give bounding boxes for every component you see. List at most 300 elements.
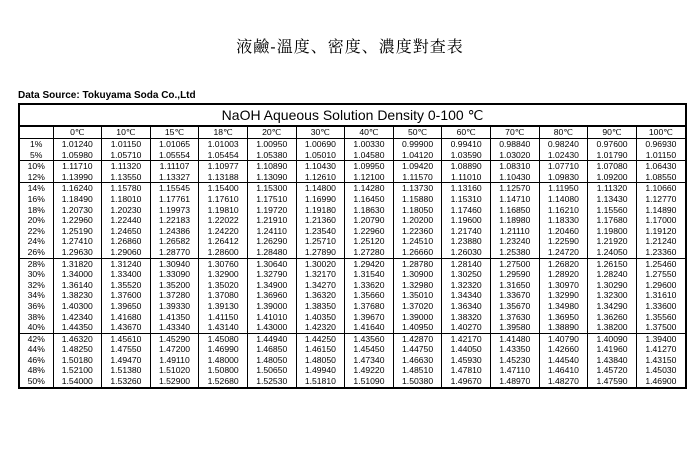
density-cell: 1.44350 <box>53 322 102 333</box>
density-cell: 1.51090 <box>345 376 394 387</box>
density-cell: 1.48050 <box>296 355 345 366</box>
density-cell: 1.13430 <box>588 194 637 205</box>
density-cell: 1.52530 <box>247 376 296 387</box>
density-cell: 1.50800 <box>199 365 248 376</box>
density-cell: 1.10430 <box>490 172 539 183</box>
density-cell: 1.53260 <box>102 376 151 387</box>
density-cell: 1.14080 <box>539 194 588 205</box>
density-cell: 1.39130 <box>199 301 248 312</box>
density-cell: 1.38350 <box>296 301 345 312</box>
density-cell: 1.22360 <box>393 226 442 237</box>
table-title: NaOH Aqueous Solution Density 0-100 ℃ <box>20 105 685 127</box>
density-cell: 1.32990 <box>539 290 588 301</box>
density-cell: 1.06430 <box>636 161 685 172</box>
density-cell: 1.05980 <box>53 150 102 161</box>
density-cell: 1.15560 <box>588 205 637 216</box>
header-temperature: 60℃ <box>442 127 491 139</box>
density-cell: 1.36260 <box>588 312 637 323</box>
density-cell: 1.23240 <box>490 236 539 247</box>
density-cell: 1.26820 <box>539 258 588 269</box>
density-cell: 1.24110 <box>247 226 296 237</box>
density-cell: 1.22183 <box>150 215 199 226</box>
density-cell: 1.49220 <box>345 365 394 376</box>
density-cell: 1.35200 <box>150 280 199 291</box>
header-temperature: 100℃ <box>636 127 685 139</box>
density-cell: 1.40790 <box>539 333 588 344</box>
density-cell: 1.51810 <box>296 376 345 387</box>
density-cell: 1.03020 <box>490 150 539 161</box>
header-temperature: 30℃ <box>296 127 345 139</box>
density-cell: 1.50380 <box>393 376 442 387</box>
density-cell: 1.29590 <box>490 269 539 280</box>
density-cell: 1.29420 <box>345 258 394 269</box>
header-temperature: 90℃ <box>588 127 637 139</box>
table-row <box>20 226 685 237</box>
density-cell: 1.17761 <box>150 194 199 205</box>
density-cell: 1.37280 <box>150 290 199 301</box>
table-body <box>20 139 685 387</box>
density-cell: 1.24720 <box>539 247 588 258</box>
density-cell: 1.27410 <box>53 236 102 247</box>
density-cell: 1.43670 <box>102 322 151 333</box>
density-cell: 0.99410 <box>442 139 491 150</box>
density-cell: 0.97600 <box>588 139 637 150</box>
density-cell: 1.45230 <box>490 355 539 366</box>
density-cell: 1.13160 <box>442 183 491 194</box>
density-cell: 1.14280 <box>345 183 394 194</box>
density-cell: 1.47340 <box>345 355 394 366</box>
density-cell: 1.09830 <box>539 172 588 183</box>
density-cell: 1.45080 <box>199 333 248 344</box>
concentration-cell: 10% <box>27 161 45 172</box>
density-cell: 1.18010 <box>102 194 151 205</box>
density-cell: 1.40300 <box>53 301 102 312</box>
density-cell: 1.13327 <box>150 172 199 183</box>
density-cell: 1.01065 <box>150 139 199 150</box>
concentration-cell: 46% <box>27 354 45 365</box>
density-cell: 1.11320 <box>102 161 151 172</box>
density-table-container <box>18 103 687 389</box>
density-cell: 1.49670 <box>442 376 491 387</box>
density-cell: 1.05710 <box>102 150 151 161</box>
density-cell: 1.46850 <box>247 344 296 355</box>
density-cell: 1.34290 <box>588 301 637 312</box>
density-cell: 1.42170 <box>442 333 491 344</box>
density-cell: 1.13550 <box>102 172 151 183</box>
density-cell: 1.33670 <box>490 290 539 301</box>
density-cell: 1.48000 <box>199 355 248 366</box>
density-cell: 1.43350 <box>490 344 539 355</box>
density-cell: 1.37080 <box>199 290 248 301</box>
density-cell: 1.26412 <box>199 236 248 247</box>
density-cell: 1.45290 <box>150 333 199 344</box>
density-cell: 1.18490 <box>53 194 102 205</box>
table-row <box>20 269 685 280</box>
density-cell: 1.19973 <box>150 205 199 216</box>
header-temperature: 70℃ <box>490 127 539 139</box>
density-cell: 1.07710 <box>539 161 588 172</box>
density-cell: 1.15545 <box>150 183 199 194</box>
table-row <box>20 172 685 183</box>
density-cell: 1.13730 <box>393 183 442 194</box>
density-cell: 1.39000 <box>393 312 442 323</box>
density-cell: 1.33620 <box>345 280 394 291</box>
density-cell: 1.01003 <box>199 139 248 150</box>
density-cell: 1.15400 <box>199 183 248 194</box>
density-cell: 1.48510 <box>393 365 442 376</box>
density-cell: 1.34980 <box>539 301 588 312</box>
density-cell: 1.24650 <box>102 226 151 237</box>
density-cell: 1.20790 <box>345 215 394 226</box>
density-cell: 1.46630 <box>393 355 442 366</box>
density-cell: 1.18050 <box>393 205 442 216</box>
density-cell: 1.45720 <box>588 365 637 376</box>
density-cell: 1.11950 <box>539 183 588 194</box>
data-source-label: Data Source: Tokuyama Soda Co.,Ltd <box>18 90 196 101</box>
density-cell: 1.25190 <box>53 226 102 237</box>
density-cell: 1.29600 <box>636 280 685 291</box>
density-cell: 1.33090 <box>150 269 199 280</box>
density-cell: 1.54000 <box>53 376 102 387</box>
density-cell: 1.29060 <box>102 247 151 258</box>
density-cell: 1.41680 <box>102 312 151 323</box>
header-temperature: 18℃ <box>199 127 248 139</box>
density-cell: 1.35560 <box>636 312 685 323</box>
concentration-cell: 18% <box>27 204 45 215</box>
density-cell: 1.28920 <box>539 269 588 280</box>
concentration-cell: 36% <box>27 300 45 311</box>
concentration-cell: 50% <box>27 376 45 387</box>
table-row <box>20 290 685 301</box>
density-cell: 1.34900 <box>247 280 296 291</box>
density-cell: 1.26290 <box>247 236 296 247</box>
density-cell: 1.16240 <box>53 183 102 194</box>
density-cell: 1.32320 <box>442 280 491 291</box>
density-cell: 1.24386 <box>150 226 199 237</box>
density-cell: 1.39000 <box>247 301 296 312</box>
density-cell: 1.42340 <box>53 312 102 323</box>
density-cell: 1.10430 <box>296 161 345 172</box>
density-cell: 1.42870 <box>393 333 442 344</box>
concentration-cell: 32% <box>27 279 45 290</box>
density-cell: 1.47550 <box>102 344 151 355</box>
density-cell: 1.11107 <box>150 161 199 172</box>
density-cell: 1.24050 <box>588 247 637 258</box>
density-cell: 1.16990 <box>296 194 345 205</box>
concentration-cell: 28% <box>27 258 45 269</box>
header-temperature: 20℃ <box>247 127 296 139</box>
density-cell: 1.28780 <box>393 258 442 269</box>
header-concentration <box>20 127 53 139</box>
table-row <box>20 322 685 333</box>
density-table <box>20 127 685 387</box>
density-cell: 1.01790 <box>588 150 637 161</box>
density-cell: 1.05380 <box>247 150 296 161</box>
density-cell: 1.48970 <box>490 376 539 387</box>
table-row <box>20 333 685 344</box>
table-row <box>20 312 685 323</box>
density-cell: 1.44250 <box>296 333 345 344</box>
density-cell: 1.32170 <box>296 269 345 280</box>
density-cell: 1.28480 <box>247 247 296 258</box>
density-cell: 1.20230 <box>102 205 151 216</box>
density-cell: 1.33600 <box>636 301 685 312</box>
density-cell: 1.00330 <box>345 139 394 150</box>
density-cell: 1.26860 <box>102 236 151 247</box>
density-cell: 1.31610 <box>636 290 685 301</box>
density-cell: 1.49110 <box>150 355 199 366</box>
concentration-cell: 16% <box>27 193 45 204</box>
density-cell: 1.16210 <box>539 205 588 216</box>
concentration-cell: 44% <box>27 344 45 355</box>
density-cell: 0.99900 <box>393 139 442 150</box>
density-cell: 1.15310 <box>442 194 491 205</box>
density-cell: 1.05454 <box>199 150 248 161</box>
density-cell: 1.32790 <box>247 269 296 280</box>
density-cell: 1.52100 <box>53 365 102 376</box>
density-cell: 1.21110 <box>490 226 539 237</box>
density-cell: 1.09950 <box>345 161 394 172</box>
density-cell: 1.34270 <box>296 280 345 291</box>
density-cell: 1.45610 <box>102 333 151 344</box>
density-cell: 1.19180 <box>296 205 345 216</box>
density-cell: 1.52680 <box>199 376 248 387</box>
density-cell: 1.21360 <box>296 215 345 226</box>
density-cell: 1.39580 <box>490 322 539 333</box>
density-cell: 1.35520 <box>102 280 151 291</box>
density-cell: 1.03590 <box>442 150 491 161</box>
density-cell: 1.35670 <box>490 301 539 312</box>
table-row <box>20 205 685 216</box>
table-row <box>20 215 685 226</box>
density-cell: 1.46150 <box>296 344 345 355</box>
density-cell: 0.98840 <box>490 139 539 150</box>
density-cell: 1.22440 <box>102 215 151 226</box>
density-cell: 1.02430 <box>539 150 588 161</box>
density-cell: 1.39400 <box>636 333 685 344</box>
density-cell: 1.37680 <box>345 301 394 312</box>
concentration-cell: 20% <box>27 215 45 226</box>
density-cell: 1.41480 <box>490 333 539 344</box>
density-cell: 1.50180 <box>53 355 102 366</box>
density-cell: 1.44540 <box>539 355 588 366</box>
concentration-cell: 22% <box>27 225 45 236</box>
density-cell: 1.12770 <box>636 194 685 205</box>
density-cell: 1.44750 <box>393 344 442 355</box>
table-row <box>20 139 685 150</box>
density-cell: 1.28240 <box>588 269 637 280</box>
density-cell: 1.12610 <box>296 172 345 183</box>
density-cell: 1.25120 <box>345 236 394 247</box>
density-cell: 1.25710 <box>296 236 345 247</box>
density-cell: 1.18330 <box>539 215 588 226</box>
density-cell: 1.20200 <box>393 215 442 226</box>
density-cell: 1.48270 <box>539 376 588 387</box>
density-cell: 1.31240 <box>102 258 151 269</box>
density-cell: 1.38890 <box>539 322 588 333</box>
density-cell: 1.34000 <box>53 269 102 280</box>
header-row <box>20 127 685 139</box>
density-cell: 1.23880 <box>442 236 491 247</box>
density-cell: 1.27550 <box>636 269 685 280</box>
density-cell: 1.22022 <box>199 215 248 226</box>
density-cell: 1.25460 <box>636 258 685 269</box>
density-cell: 1.11710 <box>53 161 102 172</box>
density-cell: 1.38230 <box>53 290 102 301</box>
density-cell: 1.16450 <box>345 194 394 205</box>
density-cell: 1.47110 <box>490 365 539 376</box>
density-cell: 1.17510 <box>247 194 296 205</box>
density-cell: 1.42320 <box>296 322 345 333</box>
density-cell: 1.37630 <box>490 312 539 323</box>
density-cell: 1.05554 <box>150 150 199 161</box>
density-cell: 1.17680 <box>588 215 637 226</box>
density-cell: 1.10890 <box>247 161 296 172</box>
density-cell: 1.46410 <box>539 365 588 376</box>
density-cell: 1.36960 <box>247 290 296 301</box>
density-cell: 1.27500 <box>490 258 539 269</box>
density-cell: 1.46900 <box>636 376 685 387</box>
density-cell: 1.09420 <box>393 161 442 172</box>
density-cell: 1.17610 <box>199 194 248 205</box>
density-cell: 1.28600 <box>199 247 248 258</box>
density-cell: 1.41150 <box>199 312 248 323</box>
density-cell: 1.43000 <box>247 322 296 333</box>
density-cell: 1.41270 <box>636 344 685 355</box>
density-cell: 1.22590 <box>539 236 588 247</box>
density-cell: 1.19800 <box>588 226 637 237</box>
density-cell: 1.43150 <box>636 355 685 366</box>
density-cell: 1.51380 <box>102 365 151 376</box>
concentration-cell: 30% <box>27 269 45 280</box>
density-cell: 1.30900 <box>393 269 442 280</box>
density-cell: 1.11320 <box>588 183 637 194</box>
density-cell: 1.31650 <box>490 280 539 291</box>
density-cell: 1.40090 <box>588 333 637 344</box>
density-cell: 1.08310 <box>490 161 539 172</box>
density-cell: 1.26030 <box>442 247 491 258</box>
density-cell: 1.15300 <box>247 183 296 194</box>
density-cell: 1.18980 <box>490 215 539 226</box>
table-row <box>20 355 685 366</box>
density-cell: 1.36950 <box>539 312 588 323</box>
density-cell: 1.19810 <box>199 205 248 216</box>
density-cell: 1.35020 <box>199 280 248 291</box>
density-cell: 1.28770 <box>150 247 199 258</box>
density-cell: 1.41010 <box>247 312 296 323</box>
density-cell: 1.30290 <box>588 280 637 291</box>
density-cell: 1.13090 <box>247 172 296 183</box>
density-cell: 1.47590 <box>588 376 637 387</box>
density-cell: 1.38200 <box>588 322 637 333</box>
density-cell: 1.01150 <box>102 139 151 150</box>
concentration-cell: 34% <box>27 290 45 301</box>
density-cell: 1.08890 <box>442 161 491 172</box>
density-cell: 1.43140 <box>199 322 248 333</box>
concentration-cell: 24% <box>27 236 45 247</box>
density-cell: 1.47810 <box>442 365 491 376</box>
density-cell: 1.15780 <box>102 183 151 194</box>
density-cell: 1.37020 <box>393 301 442 312</box>
header-temperature: 10℃ <box>102 127 151 139</box>
density-cell: 1.30760 <box>199 258 248 269</box>
density-cell: 1.30020 <box>296 258 345 269</box>
density-cell: 1.48050 <box>247 355 296 366</box>
density-cell: 1.25380 <box>490 247 539 258</box>
concentration-cell: 48% <box>27 365 45 376</box>
density-cell: 1.31540 <box>345 269 394 280</box>
density-cell: 1.04580 <box>345 150 394 161</box>
density-cell: 1.31820 <box>53 258 102 269</box>
density-cell: 1.26582 <box>150 236 199 247</box>
density-cell: 1.19720 <box>247 205 296 216</box>
concentration-cell: 1% <box>30 139 43 149</box>
table-row <box>20 194 685 205</box>
table-row <box>20 301 685 312</box>
density-cell: 1.30640 <box>247 258 296 269</box>
density-cell: 1.39650 <box>102 301 151 312</box>
density-cell: 1.24220 <box>199 226 248 237</box>
density-cell: 1.42660 <box>539 344 588 355</box>
density-cell: 0.96930 <box>636 139 685 150</box>
density-cell: 1.40270 <box>442 322 491 333</box>
density-cell: 1.17000 <box>636 215 685 226</box>
density-cell: 1.19600 <box>442 215 491 226</box>
density-cell: 1.40350 <box>296 312 345 323</box>
concentration-cell: 5% <box>20 150 53 161</box>
density-cell: 1.10977 <box>199 161 248 172</box>
table-row <box>20 161 685 172</box>
density-cell: 1.13188 <box>199 172 248 183</box>
density-cell: 1.35660 <box>345 290 394 301</box>
density-cell: 1.36320 <box>296 290 345 301</box>
density-cell: 1.30940 <box>150 258 199 269</box>
density-cell: 1.32300 <box>588 290 637 301</box>
density-cell: 1.50650 <box>247 365 296 376</box>
table-row <box>20 258 685 269</box>
density-cell: 1.20730 <box>53 205 102 216</box>
concentration-cell: 26% <box>20 247 53 258</box>
density-cell: 1.49470 <box>102 355 151 366</box>
concentration-cell: 42% <box>27 333 45 344</box>
header-temperature: 0℃ <box>53 127 102 139</box>
density-cell: 1.08550 <box>636 172 685 183</box>
density-cell: 1.27280 <box>345 247 394 258</box>
density-cell: 1.21740 <box>442 226 491 237</box>
density-cell: 1.10660 <box>636 183 685 194</box>
density-cell: 1.27890 <box>296 247 345 258</box>
density-cell: 1.33400 <box>102 269 151 280</box>
density-cell: 1.07080 <box>588 161 637 172</box>
table-row <box>20 376 685 387</box>
density-cell: 1.36140 <box>53 280 102 291</box>
density-cell: 1.38320 <box>442 312 491 323</box>
density-cell: 1.32980 <box>393 280 442 291</box>
density-cell: 1.43560 <box>345 333 394 344</box>
density-cell: 1.45450 <box>345 344 394 355</box>
density-cell: 1.23540 <box>296 226 345 237</box>
header-temperature: 40℃ <box>345 127 394 139</box>
density-cell: 1.51020 <box>150 365 199 376</box>
density-cell: 1.40950 <box>393 322 442 333</box>
density-cell: 1.41640 <box>345 322 394 333</box>
table-row <box>20 150 685 161</box>
density-cell: 1.12100 <box>345 172 394 183</box>
header-temperature: 15℃ <box>150 127 199 139</box>
density-cell: 1.34340 <box>442 290 491 301</box>
density-cell: 1.12570 <box>490 183 539 194</box>
density-cell: 1.14710 <box>490 194 539 205</box>
